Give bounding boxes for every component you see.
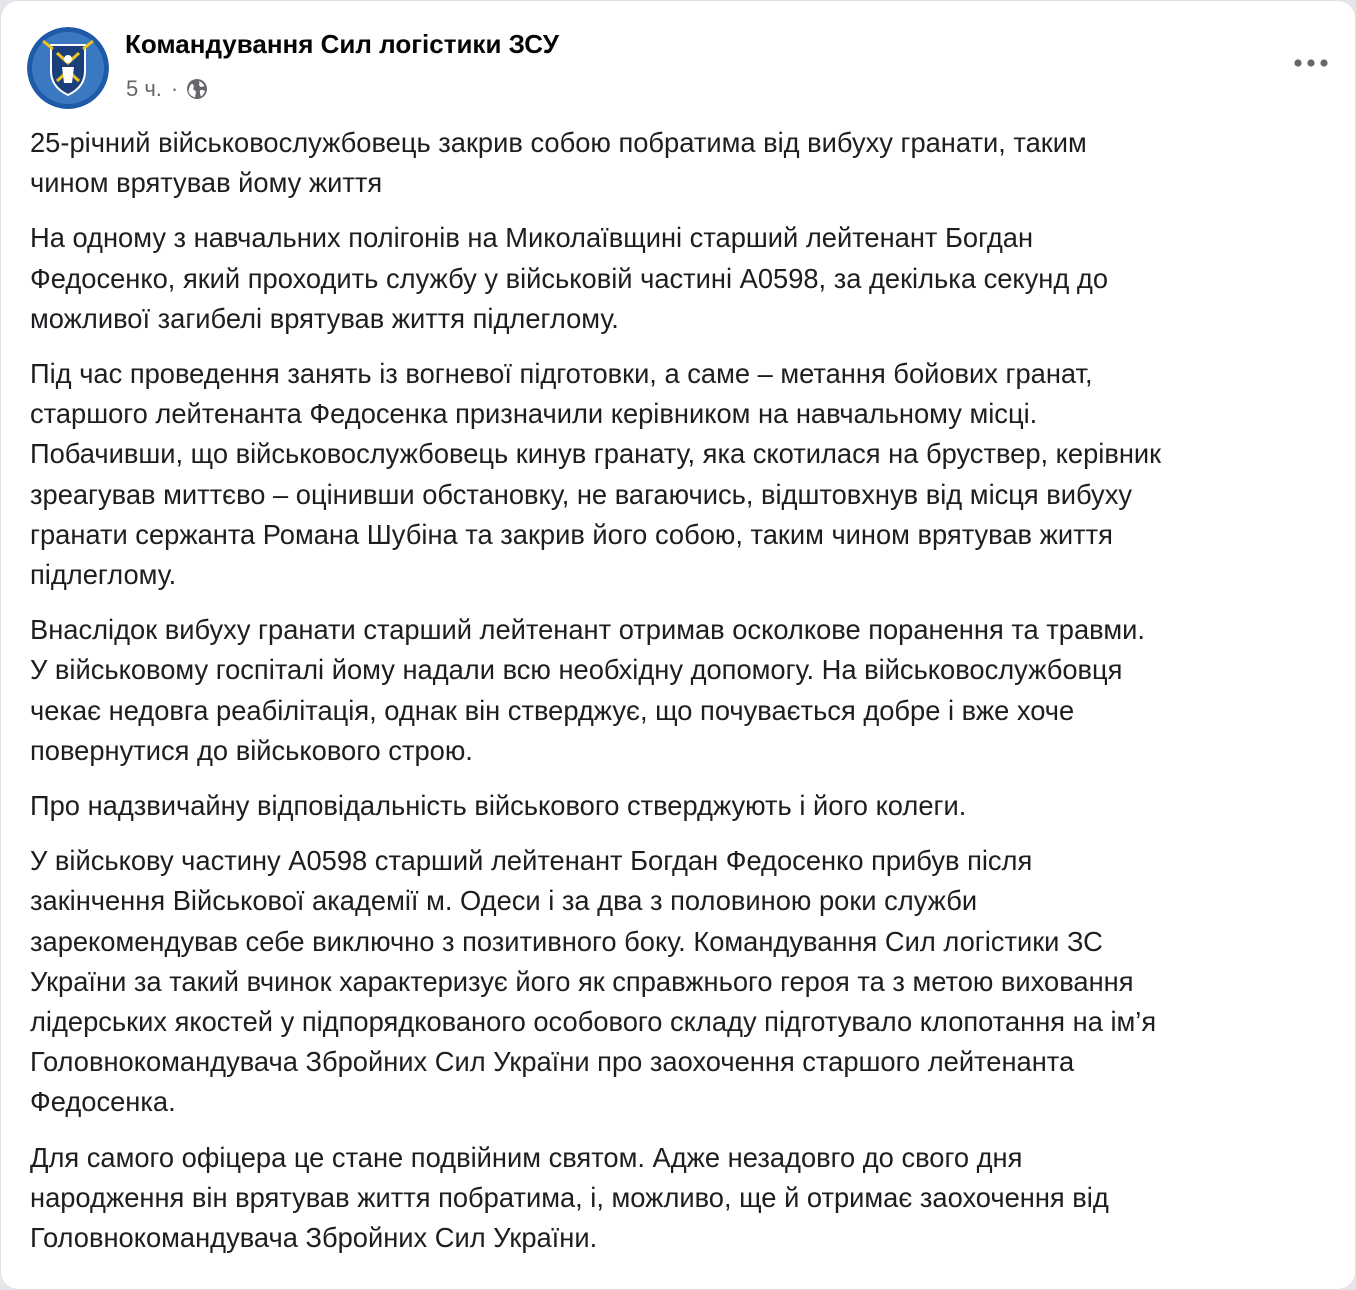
logistics-emblem-icon [27,27,109,109]
post-timestamp[interactable]: 5 ч. [126,76,162,101]
post-paragraph: Внаслідок вибуху гранати старший лейтенант отримав осколкове поранення та травми. У військовому госпіталі йому надали всю необхідну допомогу. На військовослужбовця чекає недовга реабілітація, однак він стверджує, що почувається добре і вже хоче повернутися до військового строю. [30,614,1145,766]
more-options-button[interactable] [1289,45,1333,81]
meta-separator: · [170,76,179,101]
page-avatar[interactable] [27,27,109,109]
more-options-icon [1294,59,1328,67]
globe-icon[interactable] [185,77,209,101]
post-paragraph: У військову частину А0598 старший лейтенант Богдан Федосенко прибув після закінчення Військової академії м. Одеси і за два з половиною роки служби зарекомендував себе виключно з позитивного боку. Командування Сил логістики ЗС України за такий вчинок характеризує його як справжнього героя та з метою виховання лідерських якостей у підпорядкованого особового складу підготувало клопотання на ім’я Головнокомандувача Збройних Сил України про заохочення старшого лейтенанта Федосенка. [30,845,1157,1118]
post-paragraph-headline: 25-річний військовослужбовець закрив собою побратима від вибуху гранати, таким чином врятував йому життя [30,127,1087,199]
post-paragraph: Під час проведення занять із вогневої підготовки, а саме – метання бойових гранат, старшого лейтенанта Федосенка призначили керівником на навчальному місці. Побачивши, що військовослужбовець кинув гранату, яка скотилася на бруствер, керівник зреагував миттєво – оцінивши обстановку, не вагаючись, відштовхнув від місця вибуху гранати сержанта Романа Шубіна та закрив його собою, таким чином врятував життя підлеглому. [30,358,1162,591]
post-paragraph: Про надзвичайну відповідальність військового стверджують і його колеги. [30,790,967,822]
post-text [30,123,1340,1273]
post-meta [126,74,209,104]
post-paragraph: Для самого офіцера це стане подвійним святом. Адже незадовго до свого дня народження він врятував життя побратима, і, можливо, ще й отримає заохочення від Головнокомандувача Збройних Сил України. [30,1141,1109,1254]
post-paragraph: На одному з навчальних полігонів на Миколаївщині старший лейтенант Богдан Федосенко, який проходить службу у військовій частині А0598, за декілька секунд до можливої загибелі врятував життя підлеглому. [30,222,1109,334]
page-name[interactable]: Командування Сил логістики ЗСУ [125,29,559,59]
